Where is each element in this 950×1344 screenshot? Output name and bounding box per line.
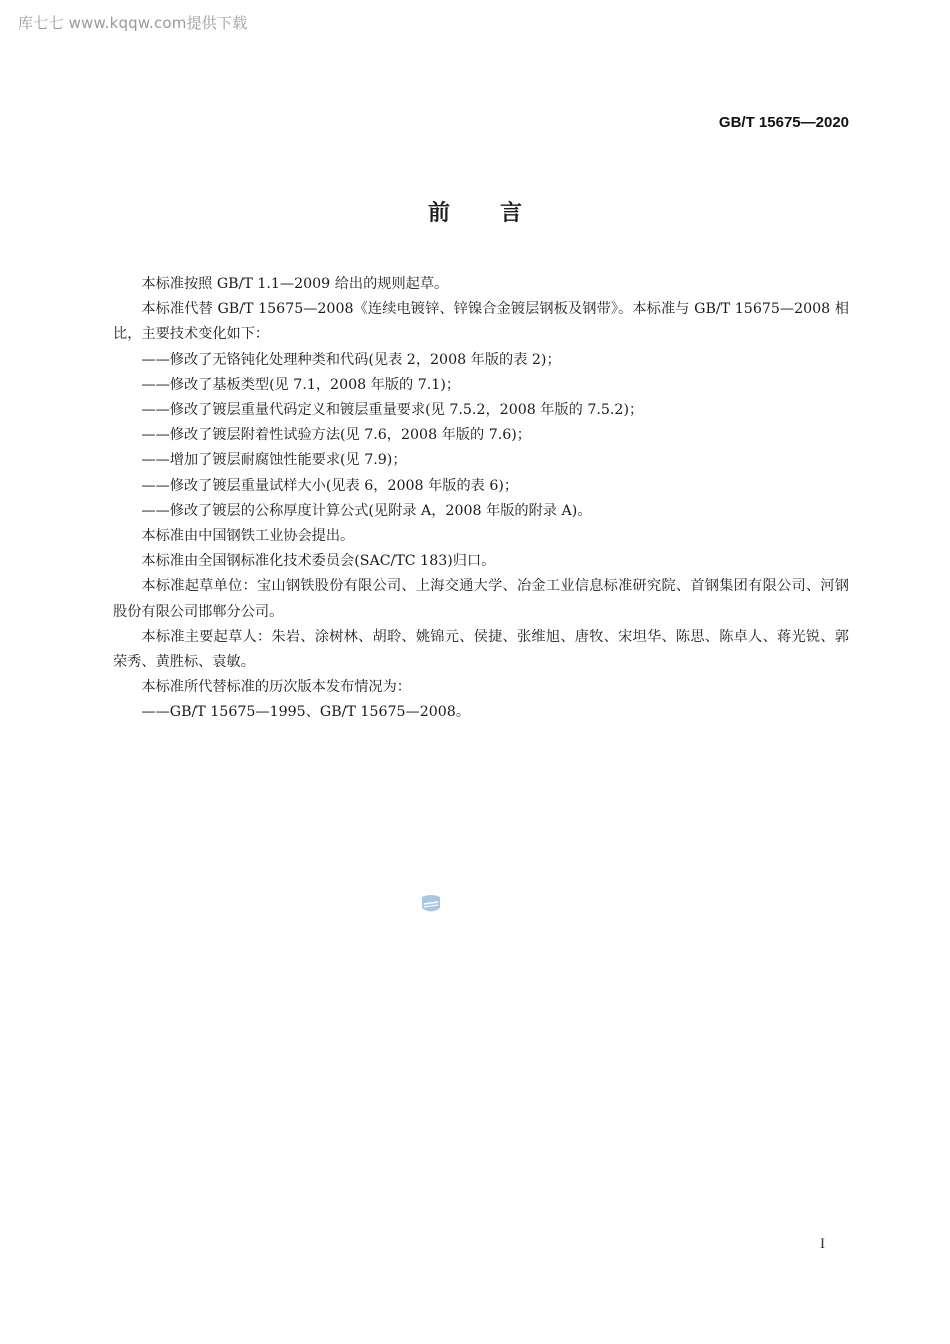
change-item: ——修改了镀层附着性试验方法(见 7.6，2008 年版的 7.6)； — [141, 427, 531, 444]
page-title: 前言 — [427, 201, 572, 226]
foreword-body — [113, 272, 849, 726]
change-item: ——增加了镀层耐腐蚀性能要求(见 7.9)； — [141, 452, 407, 469]
paragraph-drafters: 本标准主要起草人：朱岩、涂树林、胡聆、姚锦元、侯捷、张维旭、唐牧、宋坦华、陈思、陈卓人、蒋光锐、郭荣秀、黄胜标、袁敏。 — [113, 628, 849, 671]
sac-logo-icon — [419, 892, 443, 916]
paragraph-proposed-by: 本标准由中国钢铁工业协会提出。 — [141, 528, 355, 545]
change-item: ——修改了无铬钝化处理种类和代码(见表 2，2008 年版的表 2)； — [141, 351, 561, 368]
paragraph-replaces: 本标准代替 GB/T 15675—2008《连续电镀锌、锌镍合金镀层钢板及钢带》。本标准与 GB/T 15675—2008 相比，主要技术变化如下： — [113, 301, 849, 343]
change-item: ——修改了镀层重量代码定义和镀层重量要求(见 7.5.2，2008 年版的 7.5.2)； — [141, 402, 644, 419]
download-watermark: 库七七 www.kqqw.com提供下载 — [18, 14, 248, 32]
paragraph-centralized-by: 本标准由全国钢标准化技术委员会(SAC/TC 183)归口。 — [141, 553, 496, 570]
change-item: ——修改了镀层重量试样大小(见表 6，2008 年版的表 6)； — [141, 477, 519, 494]
standard-code: GB/T 15675—2020 — [718, 114, 849, 131]
page-number: I — [820, 1236, 825, 1252]
history-item: ——GB/T 15675—1995、GB/T 15675—2008。 — [141, 704, 471, 721]
paragraph-drafting-units: 本标准起草单位：宝山钢铁股份有限公司、上海交通大学、冶金工业信息标准研究院、首钢集团有限公司、河钢股份有限公司邯郸分公司。 — [113, 578, 849, 620]
change-item: ——修改了基板类型(见 7.1，2008 年版的 7.1)； — [141, 376, 461, 393]
paragraph-drafting-rules: 本标准按照 GB/T 1.1—2009 给出的规则起草。 — [141, 276, 449, 292]
change-item: ——修改了镀层的公称厚度计算公式(见附录 A，2008 年版的附录 A)。 — [141, 502, 592, 519]
paragraph-history-intro: 本标准所代替标准的历次版本发布情况为： — [141, 679, 411, 696]
